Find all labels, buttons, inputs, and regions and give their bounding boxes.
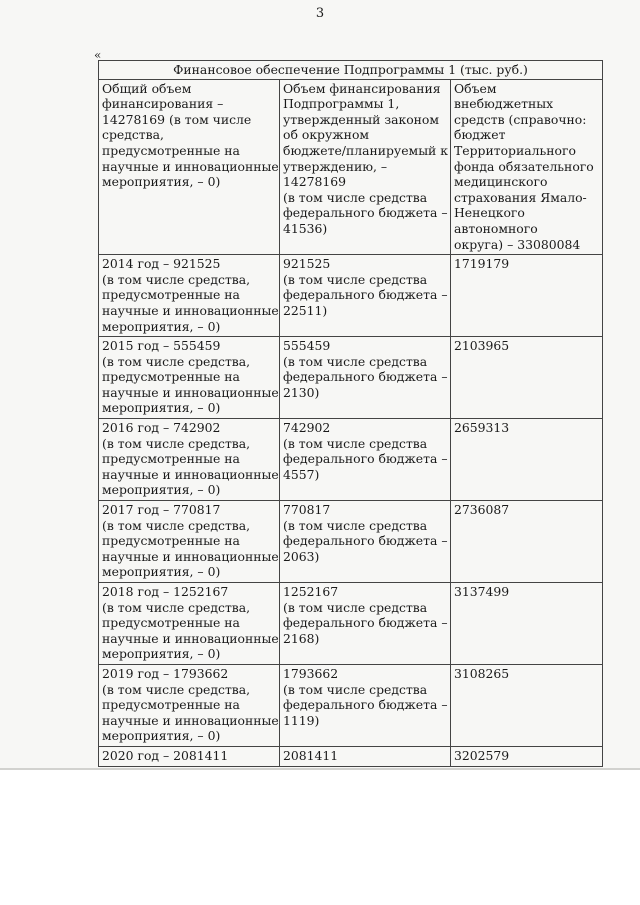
cell-text-line: 2736087: [454, 502, 510, 518]
cell-text-line: федерального бюджета –: [283, 451, 448, 467]
cell-text-line: 2019 год – 1793662: [102, 665, 229, 681]
cell-text-line: Объем: [454, 80, 497, 96]
cell-approved-amount: [280, 746, 451, 766]
page-bottom-edge: [0, 768, 640, 770]
cell-approved-amount: [280, 664, 451, 746]
table-title: Финансовое обеспечение Подпрограммы 1 (тыс. руб.): [99, 61, 603, 80]
cell-text-line: (в том числе средства,: [102, 435, 251, 451]
cell-extrabudgetary-amount: [451, 255, 603, 337]
cell-extrabudgetary-amount: [451, 419, 603, 501]
table-row: [99, 746, 603, 766]
cell-text-line: (в том числе средства: [283, 353, 428, 369]
cell-text-line: 770817: [283, 502, 331, 518]
cell-text-line: федерального бюджета –: [283, 615, 448, 631]
cell-text-line: научные и инновационные: [102, 548, 279, 564]
table-row: [99, 664, 603, 746]
cell-text-line: округа) – 33080084: [454, 236, 581, 252]
cell-text-line: 2659313: [454, 420, 510, 436]
cell-text-line: финансирования –: [102, 96, 224, 112]
cell-text-line: 41536): [283, 220, 328, 236]
cell-text-line: мероприятия, – 0): [102, 564, 221, 580]
cell-extrabudgetary-amount: [451, 583, 603, 665]
header-extrabudgetary-funds: [451, 79, 603, 255]
cell-text-line: 2014 год – 921525: [102, 256, 221, 272]
cell-text-line: автономного: [454, 220, 538, 236]
cell-approved-amount: [280, 337, 451, 419]
table-row: [99, 255, 603, 337]
cell-text-line: мероприятия, – 0): [102, 482, 221, 498]
cell-approved-amount: [280, 501, 451, 583]
cell-extrabudgetary-amount: [451, 337, 603, 419]
cell-text-line: (в том числе средства: [283, 189, 428, 205]
table-title-row: [99, 61, 603, 80]
cell-text-line: научные и инновационные: [102, 158, 279, 174]
cell-text-line: бюджет: [454, 127, 506, 143]
cell-text-line: 2018 год – 1252167: [102, 584, 229, 599]
table-row: [99, 337, 603, 419]
cell-text-line: бюджете/планируемый к: [283, 142, 448, 158]
cell-text-line: предусмотренные на: [102, 142, 240, 158]
cell-year-total: [99, 419, 280, 501]
cell-year-total: [99, 501, 280, 583]
cell-approved-amount: [280, 583, 451, 665]
cell-text-line: мероприятия, – 0): [102, 174, 221, 190]
cell-text-line: 2103965: [454, 338, 510, 354]
cell-text-line: (в том числе средства,: [102, 271, 251, 287]
cell-text-line: 555459: [283, 338, 331, 354]
cell-text-line: научные и инновационные: [102, 712, 279, 728]
table-header-row: [99, 79, 603, 255]
cell-text-line: федерального бюджета –: [283, 205, 448, 221]
cell-text-line: 14278169 (в том числе: [102, 111, 252, 127]
financing-table: [98, 60, 603, 767]
cell-text-line: (в том числе средства: [283, 681, 428, 697]
cell-text-line: (в том числе средства: [283, 517, 428, 533]
cell-text-line: утвержденный законом: [283, 111, 440, 127]
cell-text-line: (в том числе средства,: [102, 599, 251, 615]
cell-text-line: (в том числе средства,: [102, 353, 251, 369]
cell-text-line: научные и инновационные: [102, 302, 279, 318]
header-approved-financing: [280, 79, 451, 255]
cell-text-line: фонда обязательного: [454, 158, 594, 174]
cell-text-line: мероприятия, – 0): [102, 400, 221, 416]
cell-text-line: (в том числе средства: [283, 435, 428, 451]
cell-text-line: 1119): [283, 712, 320, 728]
cell-text-line: федерального бюджета –: [283, 369, 448, 385]
cell-text-line: научные и инновационные: [102, 384, 279, 400]
cell-text-line: 4557): [283, 466, 320, 482]
cell-text-line: Ненецкого: [454, 205, 525, 221]
cell-text-line: 14278169: [283, 174, 347, 190]
cell-text-line: 2168): [283, 630, 320, 646]
opening-quote-mark: «: [94, 48, 102, 62]
cell-text-line: Общий объем: [102, 80, 192, 96]
cell-text-line: 1793662: [283, 665, 339, 681]
cell-text-line: (в том числе средства,: [102, 517, 251, 533]
cell-text-line: 2015 год – 555459: [102, 338, 221, 354]
cell-text-line: 2063): [283, 548, 320, 564]
cell-text-line: мероприятия, – 0): [102, 728, 221, 744]
cell-text-line: мероприятия, – 0): [102, 646, 221, 662]
cell-text-line: медицинского: [454, 174, 548, 190]
cell-text-line: 22511): [283, 302, 328, 318]
cell-text-line: страхования Ямало-: [454, 189, 587, 205]
cell-text-line: 2016 год – 742902: [102, 420, 221, 436]
cell-text-line: научные и инновационные: [102, 630, 279, 646]
cell-text-line: об окружном: [283, 127, 370, 143]
cell-text-line: (в том числе средства,: [102, 681, 251, 697]
cell-extrabudgetary-amount: [451, 746, 603, 766]
cell-text-line: 2020 год – 2081411: [102, 747, 229, 763]
table-row: [99, 583, 603, 665]
cell-text-line: средства,: [102, 127, 164, 143]
cell-text-line: 742902: [283, 420, 331, 436]
cell-extrabudgetary-amount: [451, 664, 603, 746]
table-row: [99, 419, 603, 501]
cell-text-line: 1252167: [283, 584, 339, 599]
cell-text-line: 3202579: [454, 747, 510, 763]
cell-text-line: научные и инновационные: [102, 466, 279, 482]
cell-extrabudgetary-amount: [451, 501, 603, 583]
cell-text-line: Подпрограммы 1,: [283, 96, 400, 112]
cell-text-line: федерального бюджета –: [283, 287, 448, 303]
cell-text-line: предусмотренные на: [102, 533, 240, 549]
cell-year-total: [99, 337, 280, 419]
cell-text-line: предусмотренные на: [102, 697, 240, 713]
cell-text-line: 2130): [283, 384, 320, 400]
cell-text-line: 921525: [283, 256, 331, 272]
cell-text-line: предусмотренные на: [102, 615, 240, 631]
cell-text-line: 3137499: [454, 584, 510, 599]
cell-text-line: предусмотренные на: [102, 369, 240, 385]
cell-year-total: [99, 255, 280, 337]
cell-text-line: федерального бюджета –: [283, 533, 448, 549]
cell-text-line: внебюджетных: [454, 96, 554, 112]
cell-text-line: (в том числе средства: [283, 599, 428, 615]
cell-text-line: Объем финансирования: [283, 80, 441, 96]
cell-approved-amount: [280, 419, 451, 501]
cell-approved-amount: [280, 255, 451, 337]
cell-text-line: (в том числе средства: [283, 271, 428, 287]
cell-text-line: мероприятия, – 0): [102, 318, 221, 334]
cell-text-line: 2081411: [283, 747, 339, 763]
cell-text-line: предусмотренные на: [102, 451, 240, 467]
cell-text-line: средств (справочно:: [454, 111, 587, 127]
cell-text-line: 2017 год – 770817: [102, 502, 221, 518]
cell-year-total: [99, 664, 280, 746]
cell-text-line: 1719179: [454, 256, 510, 272]
header-total-financing: [99, 79, 280, 255]
cell-text-line: Территориального: [454, 142, 576, 158]
cell-text-line: федерального бюджета –: [283, 697, 448, 713]
cell-year-total: [99, 746, 280, 766]
cell-text-line: предусмотренные на: [102, 287, 240, 303]
cell-text-line: утверждению, –: [283, 158, 388, 174]
cell-text-line: 3108265: [454, 665, 510, 681]
page-number: 3: [315, 6, 325, 21]
table-row: [99, 501, 603, 583]
cell-year-total: [99, 583, 280, 665]
